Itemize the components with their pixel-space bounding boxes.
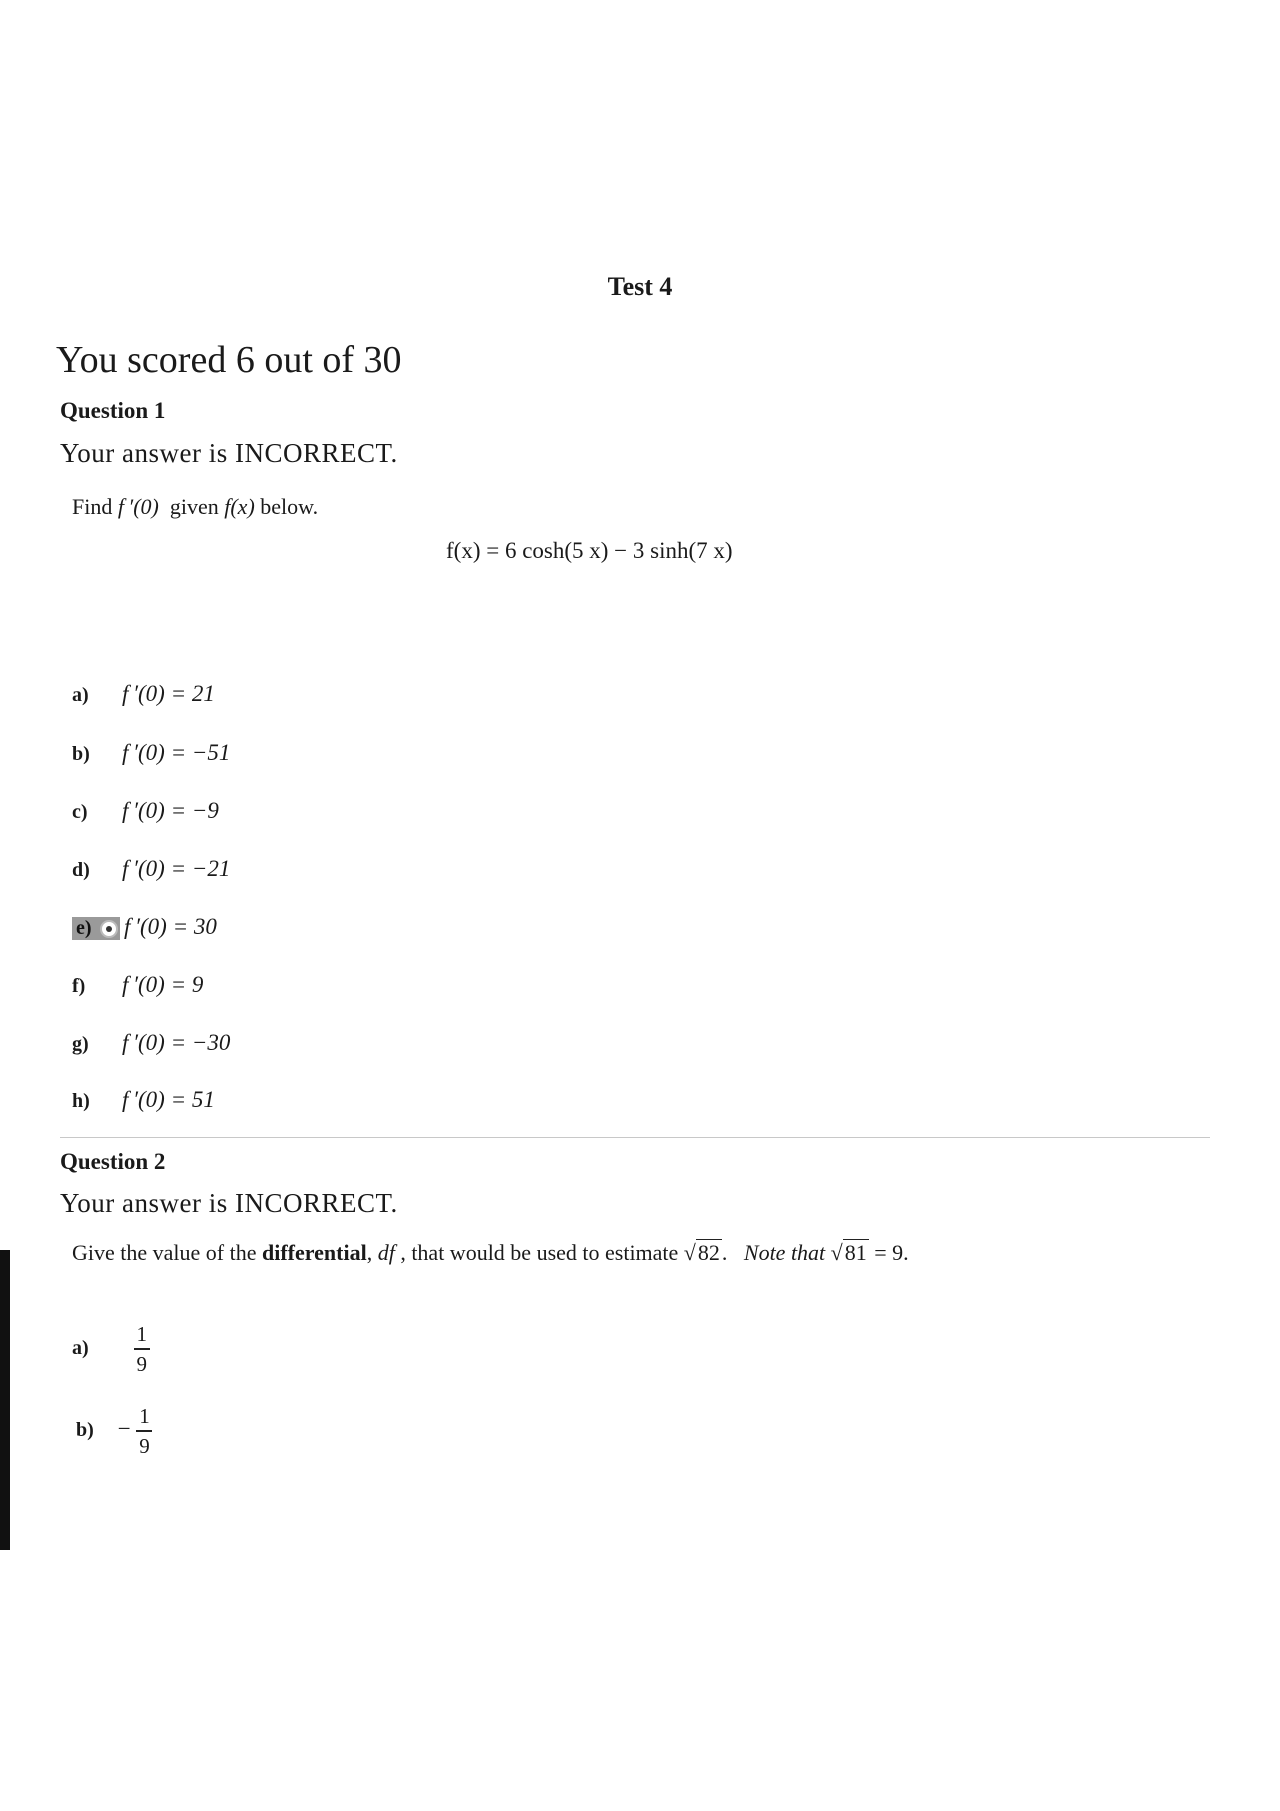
score-text: You scored 6 out of 30 (56, 339, 402, 381)
option-label: a) (72, 1337, 89, 1360)
option-text: f ′(0) = −30 (122, 1030, 231, 1055)
question-divider (60, 1137, 1210, 1138)
option-text: f ′(0) = −9 (122, 798, 219, 823)
option-b[interactable] (72, 1404, 152, 1458)
option-d[interactable] (72, 856, 230, 882)
prompt-eq: = 9. (868, 1240, 909, 1265)
radio-selected-icon[interactable] (100, 920, 118, 938)
sqrt-82: 82 (697, 1240, 720, 1265)
option-label: e) (72, 917, 120, 940)
question-2-heading: Question 2 (60, 1149, 166, 1174)
question-2-prompt (72, 1240, 909, 1266)
option-text: f ′(0) = 51 (122, 1087, 215, 1112)
sqrt-symbol: √ (830, 1240, 843, 1265)
prompt-comma: , (366, 1240, 378, 1265)
option-text: f ′(0) = 30 (124, 914, 217, 939)
option-f[interactable] (72, 972, 203, 998)
prompt-given: given (169, 494, 219, 519)
option-label: h) (72, 1090, 90, 1112)
option-c[interactable] (72, 798, 219, 824)
option-label: a) (72, 684, 89, 706)
denominator: 9 (136, 1351, 147, 1376)
option-label: c) (72, 801, 88, 823)
fraction (136, 1404, 152, 1458)
option-label: b) (72, 743, 90, 765)
prompt-expr: f ′(0) (117, 494, 159, 519)
question-1-formula: f(x) = 6 cosh(5 x) − 3 sinh(7 x) (446, 538, 733, 563)
prompt-below: below. (260, 494, 319, 519)
option-text: f ′(0) = 9 (122, 972, 204, 997)
prompt-df: df (377, 1240, 395, 1265)
option-text: f ′(0) = −21 (122, 856, 231, 881)
prompt-find: Find (72, 494, 113, 519)
question-2-status: Your answer is INCORRECT. (60, 1188, 398, 1218)
option-e-selected[interactable] (72, 914, 217, 940)
prompt-bold: differential (262, 1240, 367, 1265)
option-g[interactable] (72, 1030, 230, 1056)
option-b[interactable] (72, 740, 230, 766)
prompt-note: Note that (743, 1240, 826, 1265)
option-label: f) (72, 975, 86, 997)
option-h[interactable] (72, 1087, 215, 1113)
numerator: 1 (139, 1404, 150, 1428)
denominator: 9 (139, 1433, 150, 1458)
option-a[interactable] (72, 681, 215, 707)
option-text: f ′(0) = 21 (122, 681, 215, 706)
question-1-heading: Question 1 (60, 398, 166, 423)
prompt-dot: . (721, 1240, 728, 1265)
numerator: 1 (136, 1322, 147, 1346)
sqrt-81: 81 (844, 1240, 867, 1265)
prompt-text: Give the value of the (72, 1240, 262, 1265)
prompt-mid: , that would be used to estimate √ (394, 1240, 696, 1265)
option-label: b) (76, 1419, 94, 1442)
option-label: g) (72, 1033, 89, 1055)
question-1-prompt (72, 494, 318, 520)
question-1-status: Your answer is INCORRECT. (60, 438, 398, 468)
page-title: Test 4 (607, 272, 673, 301)
option-sign: − (117, 1416, 131, 1442)
scan-edge-shadow (0, 1250, 10, 1550)
option-text: f ′(0) = −51 (122, 740, 231, 765)
prompt-fx: f(x) (224, 494, 255, 519)
option-a[interactable] (72, 1322, 150, 1376)
option-label: d) (72, 859, 90, 881)
fraction (134, 1322, 150, 1376)
